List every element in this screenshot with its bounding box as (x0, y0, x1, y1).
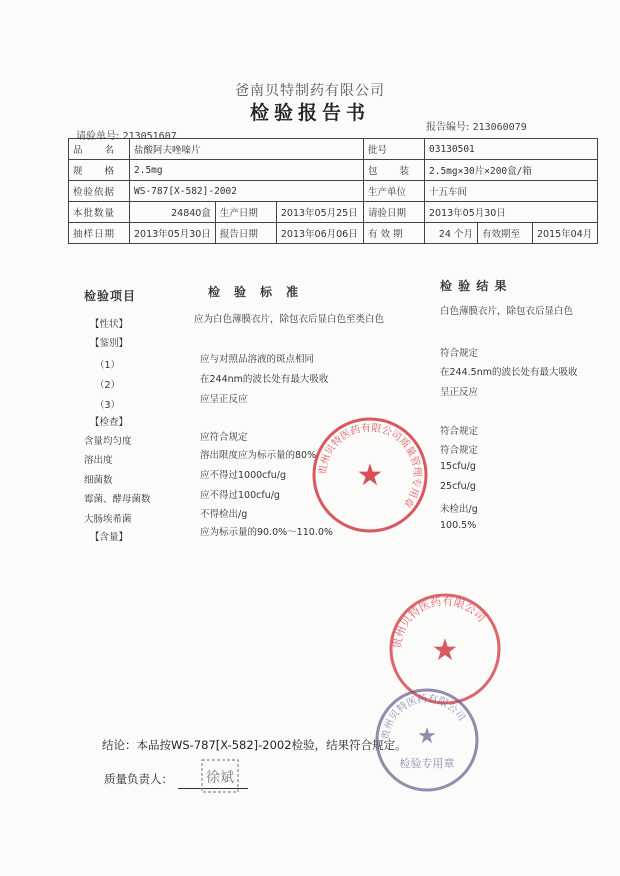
row-result: 符合规定 (440, 426, 479, 437)
row-standard: 溶出限度应为标示量的80% (200, 450, 317, 461)
basis-label: 检验依据 (69, 181, 130, 202)
row-result: 未检出/g (440, 504, 478, 515)
row-standard: 应与对照品溶液的斑点相同 (200, 354, 315, 365)
star-icon: ★ (431, 633, 459, 668)
stamp-text: 贵州贝特医药有限公司 (380, 693, 467, 741)
row-standard: 在244nm的波长处有最大吸收 (200, 374, 329, 385)
row-item: 溶出度 (84, 455, 113, 466)
qty-value: 24840盒 (130, 202, 216, 223)
col-standard-heading: 检 验 标 准 (208, 285, 300, 299)
signature-stamp (200, 758, 240, 794)
row-item: 细菌数 (84, 475, 113, 486)
row-standard: 应符合规定 (200, 432, 248, 443)
row-standard: 应不得过1000cfu/g (200, 470, 286, 481)
row-item: （1） (95, 360, 121, 371)
star-icon: ★ (417, 724, 437, 749)
row-result: 在244.5nm的波长处有最大吸收 (440, 367, 578, 378)
product-label: 品 名 (69, 139, 130, 160)
prod-date-value: 2013年05月25日 (276, 202, 363, 223)
report-date-value: 2013年06月06日 (276, 223, 363, 244)
col-result-heading: 检 验 结 果 (440, 279, 508, 293)
row-standard: 应呈正反应 (200, 394, 248, 405)
info-row (69, 139, 598, 160)
row-standard: 应不得过100cfu/g (200, 490, 280, 501)
req-date-value: 2013年05月30日 (425, 202, 598, 223)
row-result: 25cfu/g (440, 481, 476, 492)
req-date-label: 请验日期 (364, 202, 425, 223)
info-table (68, 138, 598, 244)
package-label: 包 装 (364, 160, 425, 181)
qa-label: 质量负责人： (104, 772, 173, 786)
report-number (426, 118, 527, 133)
row-result: 呈正反应 (440, 387, 479, 398)
info-row (69, 223, 598, 244)
batch-label: 批号 (364, 139, 425, 160)
basis-value: WS-787[X-582]-2002 (130, 181, 364, 202)
row-item: 【检查】 (90, 417, 129, 428)
row-item: （2） (95, 380, 121, 391)
report-date-label: 报告日期 (215, 223, 276, 244)
row-result: 15cfu/g (440, 461, 476, 472)
stamp-text: 贵州贝特医药有限公司 (390, 594, 488, 650)
request-number-label: 请验单号: (76, 131, 120, 142)
company-name: 爸南贝特制药有限公司 (235, 83, 385, 99)
star-icon: ★ (356, 458, 384, 493)
validity-value: 24 个月 (425, 223, 478, 244)
row-result: 白色薄膜衣片，除包衣后显白色 (440, 306, 574, 317)
info-row (69, 160, 598, 181)
spec-label: 规 格 (69, 160, 130, 181)
stamp-text: 贵州贝特医药有限公司质量管理专用章 (317, 422, 423, 510)
batch-value: 03130501 (425, 139, 598, 160)
row-item: 【性状】 (90, 319, 129, 330)
stamp-subtext: 检验专用章 (399, 757, 455, 770)
row-standard: 不得检出/g (200, 509, 248, 520)
report-number-value: 213060079 (472, 122, 527, 133)
validity-label: 有 效 期 (364, 223, 425, 244)
qty-label: 本批数量 (69, 202, 130, 223)
info-row (69, 181, 598, 202)
expiry-label: 有效期至 (478, 223, 533, 244)
row-item: 含量均匀度 (84, 436, 132, 447)
sample-date-value: 2013年05月30日 (130, 223, 216, 244)
row-standard: 应为白色薄膜衣片，除包衣后显白色至类白色 (194, 314, 385, 325)
info-row (69, 202, 598, 223)
unit-label: 生产单位 (364, 181, 425, 202)
row-result: 符合规定 (440, 445, 479, 456)
report-title: 检验报告书 (249, 102, 370, 124)
unit-value: 十五车间 (425, 181, 598, 202)
prod-date-label: 生产日期 (215, 202, 276, 223)
sample-date-label: 抽样日期 (69, 223, 130, 244)
row-item: 【鉴别】 (90, 338, 129, 349)
qa-red-stamp (310, 415, 430, 535)
col-item-heading: 检验项目 (84, 289, 137, 303)
conclusion-text: 结论：本品按WS-787[X-582]-2002检验，结果符合规定。 (102, 738, 407, 752)
row-result: 100.5% (440, 520, 477, 531)
request-number-value: 213051607 (122, 131, 177, 142)
row-item: （3） (95, 400, 121, 411)
row-item: 霉菌、酵母菌数 (84, 494, 151, 505)
row-item: 【含量】 (90, 532, 129, 543)
expiry-value: 2015年04月 (533, 223, 598, 244)
product-value: 盐酸阿夫唑嗪片 (130, 139, 364, 160)
signature-text: 徐斌 (206, 770, 234, 786)
row-item: 大肠埃希菌 (84, 514, 132, 525)
spec-value: 2.5mg (130, 160, 364, 181)
package-value: 2.5mg×30片×200盒/箱 (425, 160, 598, 181)
row-result: 符合规定 (440, 348, 479, 359)
report-number-label: 报告编号: (426, 122, 470, 133)
row-standard: 应为标示量的90.0%～110.0% (200, 527, 333, 538)
inspection-purple-stamp (372, 685, 482, 795)
